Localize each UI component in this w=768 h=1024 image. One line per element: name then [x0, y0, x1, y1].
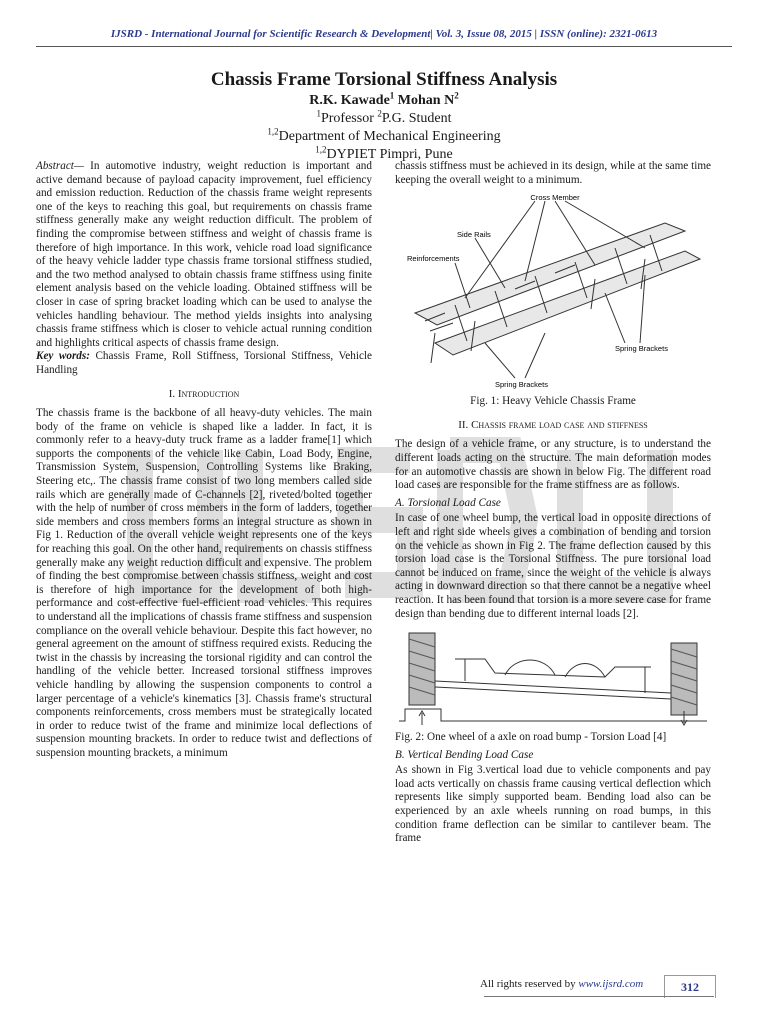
- section-1-heading: [36, 388, 372, 402]
- paper-title: Chassis Frame Torsional Stiffness Analysis: [210, 69, 558, 90]
- title-block: [0, 68, 768, 164]
- page-number: 312: [664, 975, 716, 998]
- section-2-heading: [395, 419, 711, 433]
- subsection-b-body: As shown in Fig 3.vertical load due to vehicle components and pay load acts vertically on chassis frame causing vertical deflection which represents like simply supported beam. Bending load also can be experienced by an axle wheels running on road bumps, in this condition frame deflection can be similar to cantilever beam. The frame: [395, 764, 711, 845]
- section-2-body: The design of a vehicle frame, or any structure, is to understand the different loads acting on the structure. The main deformation modes for an automotive chassis are shown in below Fig. The different road load cases are responsible for the frame stiffness are as follows.: [395, 438, 711, 492]
- keywords-text: Chassis Frame, Roll Stiffness, Torsional Stiffness, Vehicle Handling: [36, 350, 372, 376]
- figure-2-caption: Fig. 2: One wheel of a axle on road bump - Torsion Load [4]: [395, 731, 667, 744]
- section-1-continuation: chassis stiffness must be achieved in its design, while at the same time keeping the overall weight to a minimum.: [395, 160, 711, 186]
- figure-2-torsion-load: [395, 629, 711, 727]
- section-2-title: Chassis frame load case and stiffness: [471, 418, 648, 431]
- fig1-label-reinforcements: Reinforcements: [407, 254, 460, 264]
- left-column: [36, 160, 372, 761]
- footer-site-link[interactable]: www.ijsrd.com: [578, 978, 644, 990]
- subsection-b-label: B.: [395, 748, 405, 761]
- footer-text: All rights reserved by: [480, 978, 576, 990]
- fig1-label-spring-brackets-bottom: Spring Brackets: [495, 380, 548, 390]
- dept-sup: 1,2: [267, 126, 279, 137]
- fig1-label-spring-brackets-right: Spring Brackets: [615, 344, 668, 354]
- author-2-sup: 2: [454, 90, 459, 101]
- department-line: [0, 128, 768, 146]
- subsection-a-heading: [395, 497, 711, 511]
- role-2: P.G. Student: [381, 111, 452, 126]
- institution: DYPIET Pimpri, Pune: [326, 147, 453, 162]
- subsection-a-body: In case of one wheel bump, the vertical load in opposite directions of left and right side wheels gives a combination of bending and torsion on the vehicle as shown in Fig 2. The frame deflection caused by this torsion load case is the Torsional Stiffness. The pure torsional load cannot be induced on frame, since the weight of the vehicle is always acting in downward direction so that there cannot be a negative wheel reaction. It has been found that torsion is a more severe case for frame design than bending due to different internal loads [2].: [395, 512, 711, 620]
- section-1-title: Introduction: [177, 387, 240, 400]
- keywords: [36, 350, 372, 377]
- abstract: [36, 160, 372, 350]
- department: Department of Mechanical Engineering: [278, 129, 501, 144]
- author-1: R.K. Kawade: [309, 93, 390, 108]
- right-column: [395, 160, 711, 846]
- subsection-b-heading: [395, 749, 711, 763]
- abstract-text: In automotive industry, weight reduction is important and active demand because of payload capacity improvement, fuel efficiency and emission reduction. Reduction of the chassis frame weight represents one of the keys to reaching this goal, but requirements on chassis frame stiffness generally make any weight reduction difficult. The problem of finding the compromise between stiffness and weight of chassis frame is therefore of high importance. In this work, vehicle road load significance of the heavy vehicle ladder type chassis frame torsional stiffness studied, and the two method analysed to obtain chassis frame stiffness using finite element analysis based on the vehicle loading. Obtained stiffness will be closer in case of spring bracket loading which can be used to analyse the vehicles handling behaviour. The method yields insights into analysing chassis frame stiffness which is closer to vehicle actual running condition and highlights critical aspects of chassis frame design.: [36, 160, 372, 349]
- keywords-label: Key words:: [36, 350, 90, 363]
- section-1-number: I.: [168, 387, 176, 400]
- section-2-number: II.: [458, 418, 469, 431]
- author-line: [0, 92, 768, 110]
- footer: [480, 978, 643, 990]
- figure-1-chassis-frame: [395, 193, 711, 391]
- fig1-label-side-rails: Side Rails: [457, 230, 491, 240]
- abstract-label: Abstract—: [36, 160, 84, 172]
- subsection-a-label: A.: [395, 496, 405, 509]
- role-1: Professor: [320, 111, 374, 126]
- journal-header: IJSRD - International Journal for Scientific Research & Development| Vol. 3, Issue 08, 2015 | ISSN (online): 2321-0613: [110, 28, 658, 40]
- header-rule: [36, 46, 732, 47]
- role-line: [0, 110, 768, 128]
- role-1-sup: 1: [316, 108, 321, 119]
- subsection-a-title: Torsional Load Case: [407, 496, 501, 509]
- fig1-label-cross-member: Cross Member: [530, 193, 580, 203]
- figure-1-caption: Fig. 1: Heavy Vehicle Chassis Frame: [470, 395, 636, 408]
- author-1-sup: 1: [389, 90, 395, 101]
- author-2: Mohan N: [397, 93, 455, 108]
- footer-rule: [484, 996, 714, 997]
- section-1-body: The chassis frame is the backbone of all heavy-duty vehicles. The main body of the frame on vehicle is shaped like a ladder. In fact, it is commonly refer to a heavy-duty truck frame as a ladder frame[1] which supports the components of the vehicle like Cabin, Load Body, Engine, Transmission System, Suspension, Controlling Systems like Braking, Steering etc,. The chassis frame consist of two long members called side rails which are generally made of C-channels [2], riveted/bolted together with the help of number of cross members in the form of ladders, together side members and cross members forms an integral structure as shown in Fig 1. Reduction of the overall vehicle weight represents one of the keys for reaching this goal. On the other hand, requirements on chassis stiffness generally make any weight reduction difficult and expensive. The problem of finding the best compromise between chassis stiffness, weight and cost is therefore of high importance for the development of both high-performance and cost-effective fuel-efficient road vehicles. This requires to understand all the implications of chassis frame stiffness and suspension compliance on the overall vehicle behaviour. Despite this fact however, no general agreement on the amount of stiffness required exists. Reducing the twist in the chassis by increasing the torsional rigidity and can control the handling of the vehicle better. Increased torsional stiffness improves vehicle handling by allowing the suspension components to control a larger percentage of a vehicle's kinematics [3]. Chassis frame's structural components reinforcements, cross members must be strategically located in order to reduce twist of the frame and minimize local deflections of suspension mounting brackets. In order to reduce twist and deflections of suspension mounting brackets, a minimum: [36, 407, 372, 759]
- inst-sup: 1,2: [315, 144, 327, 155]
- role-2-sup: 2: [377, 108, 382, 119]
- subsection-b-title: Vertical Bending Load Case: [407, 748, 534, 761]
